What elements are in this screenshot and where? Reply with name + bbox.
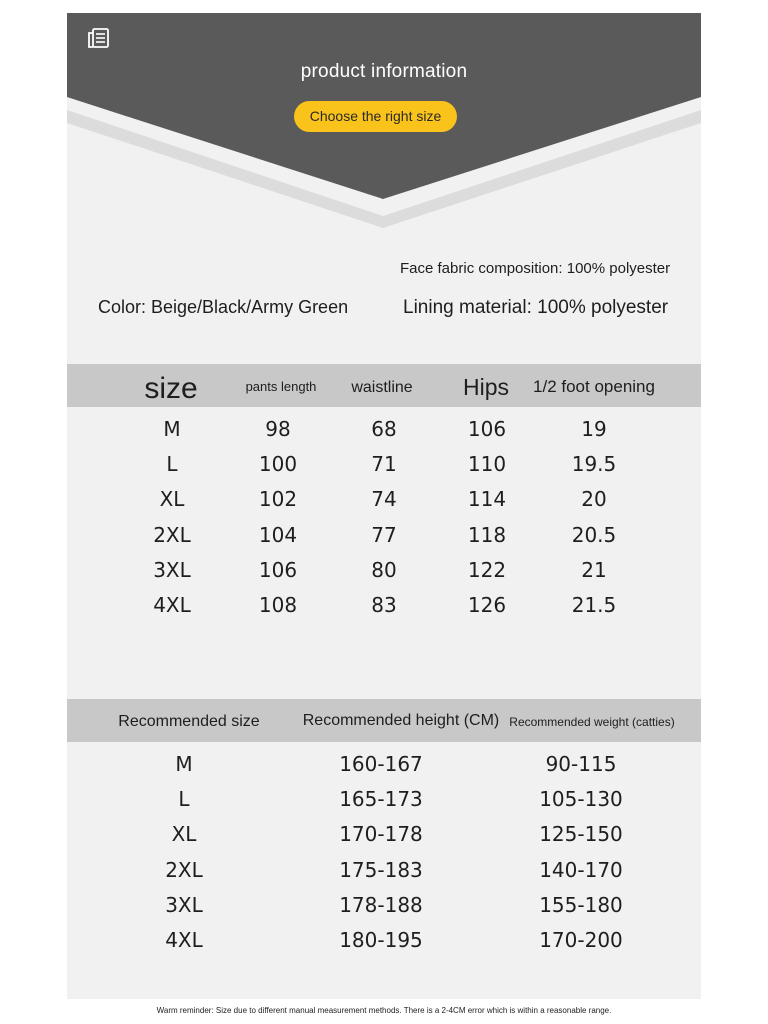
weight-cell: 105-130: [539, 787, 623, 811]
pants-length-cell: 98: [265, 417, 291, 441]
waistline-cell: 68: [371, 417, 397, 441]
foot-opening-cell: 19: [581, 417, 607, 441]
pants-length-cell: 106: [258, 558, 298, 582]
hips-cell: 114: [467, 487, 507, 511]
height-cell: 165-173: [339, 787, 423, 811]
size-cell: L: [166, 452, 178, 476]
recommended-table-header: [67, 699, 701, 742]
color-options: Color: Beige/Black/Army Green: [98, 297, 349, 317]
header-hips: Hips: [462, 374, 510, 400]
header-recommended-weight: Recommended weight (catties): [509, 715, 675, 729]
waistline-cell: 77: [371, 523, 397, 547]
height-cell: 178-188: [339, 893, 423, 917]
pants-length-cell: 108: [258, 593, 298, 617]
size-cell: 2XL: [153, 523, 191, 547]
pants-length-cell: 102: [258, 487, 298, 511]
hips-cell: 110: [467, 452, 507, 476]
waistline-cell: 74: [371, 487, 397, 511]
height-cell: 160-167: [339, 752, 423, 776]
size-cell: 4XL: [165, 928, 203, 952]
pants-length-cell: 104: [258, 523, 298, 547]
size-cell: XL: [159, 487, 185, 511]
foot-opening-cell: 21.5: [571, 593, 617, 617]
weight-cell: 170-200: [539, 928, 623, 952]
product-info-panel: [67, 13, 701, 999]
size-cell: XL: [171, 822, 197, 846]
height-cell: 170-178: [339, 822, 423, 846]
header-foot-opening: 1/2 foot opening: [533, 377, 655, 396]
weight-cell: 90-115: [545, 752, 617, 776]
menu-icon[interactable]: [87, 27, 111, 49]
height-cell: 175-183: [339, 858, 423, 882]
size-cell: 3XL: [153, 558, 191, 582]
size-cell: 4XL: [153, 593, 191, 617]
pants-length-cell: 100: [258, 452, 298, 476]
foot-opening-cell: 21: [581, 558, 607, 582]
weight-cell: 140-170: [539, 858, 623, 882]
header-pants-length: pants length: [245, 379, 317, 394]
foot-opening-cell: 19.5: [571, 452, 617, 476]
waistline-cell: 80: [371, 558, 397, 582]
weight-cell: 155-180: [539, 893, 623, 917]
header-recommended-height: Recommended height (CM): [302, 712, 500, 729]
foot-opening-cell: 20.5: [571, 523, 617, 547]
lining-material: Lining material: 100% polyester: [403, 297, 669, 318]
hips-cell: 118: [467, 523, 507, 547]
header-size: size: [144, 372, 198, 405]
size-cell: 2XL: [165, 858, 203, 882]
fabric-composition: Face fabric composition: 100% polyester: [400, 260, 671, 277]
height-cell: 180-195: [339, 928, 423, 952]
banner-title: product information: [300, 61, 468, 82]
waistline-cell: 83: [371, 593, 397, 617]
choose-size-button[interactable]: Choose the right size: [294, 101, 457, 132]
hips-cell: 122: [467, 558, 507, 582]
warm-reminder: Warm reminder: Size due to different manual measurement methods. There is a 2-4CM error which is within a reasonable range.: [156, 1006, 612, 1015]
header-recommended-size: Recommended size: [118, 713, 260, 730]
waistline-cell: 71: [371, 452, 397, 476]
hips-cell: 106: [467, 417, 507, 441]
size-cell: L: [178, 787, 190, 811]
hips-cell: 126: [467, 593, 507, 617]
size-cell: M: [163, 417, 181, 441]
weight-cell: 125-150: [539, 822, 623, 846]
size-cell: 3XL: [165, 893, 203, 917]
size-cell: M: [175, 752, 193, 776]
size-table-header: [67, 364, 701, 407]
foot-opening-cell: 20: [581, 487, 607, 511]
header-waistline: waistline: [351, 379, 413, 396]
